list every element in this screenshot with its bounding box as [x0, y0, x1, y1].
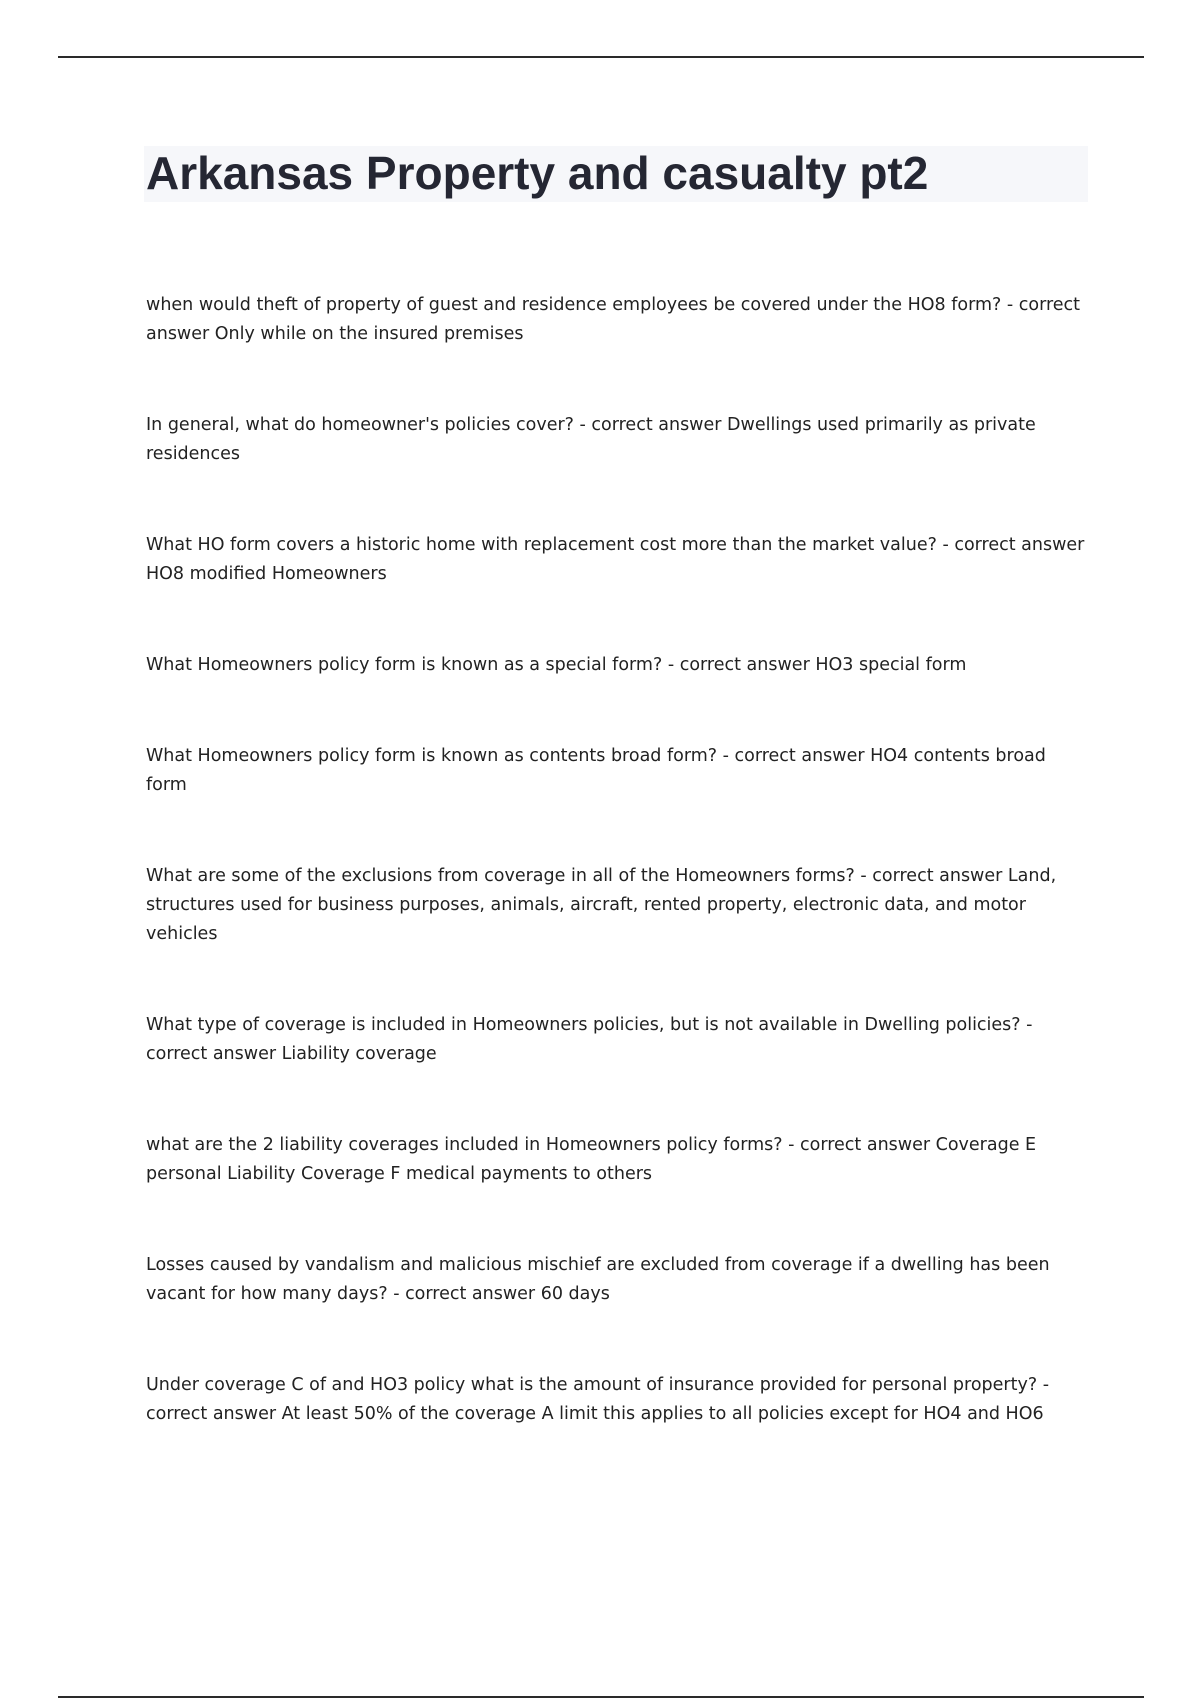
question-text: What Homeowners policy form is known as contents broad form?	[146, 746, 718, 766]
question-text: Losses caused by vandalism and malicious mischief are excluded from coverage if a dwelling has been vacant for how many days?	[146, 1255, 1050, 1304]
qa-item	[146, 411, 1090, 469]
answer-separator: - correct answer	[146, 1375, 1050, 1424]
answer-separator: - correct answer	[717, 746, 871, 766]
answer-separator: - correct answer	[573, 415, 728, 435]
question-text: What type of coverage is included in Homeowners policies, but is not available in Dwelling policies?	[146, 1015, 1021, 1035]
qa-item	[146, 531, 1090, 589]
answer-separator: - correct answer	[146, 295, 1081, 344]
answer-separator: - correct answer	[146, 1015, 1033, 1064]
qa-item	[146, 742, 1090, 800]
answer-text: 60 days	[540, 1284, 610, 1304]
answer-text: Liability coverage	[281, 1044, 437, 1064]
qa-item	[146, 1011, 1090, 1069]
qa-item	[146, 1371, 1090, 1429]
qa-item	[146, 862, 1090, 949]
question-text: What are some of the exclusions from coverage in all of the Homeowners forms?	[146, 866, 855, 886]
answer-separator: - correct answer	[662, 655, 816, 675]
qa-item	[146, 291, 1090, 349]
answer-text: Coverage E personal Liability Coverage F medical payments to others	[146, 1135, 1037, 1184]
answer-separator: - correct answer	[854, 866, 1008, 886]
qa-item	[146, 1251, 1090, 1309]
qa-item	[146, 651, 1090, 680]
answer-text: Only while on the insured premises	[214, 324, 524, 344]
answer-text: At least 50% of the coverage A limit this applies to all policies except for HO4 and HO6	[281, 1404, 1044, 1424]
question-text: What HO form covers a historic home with replacement cost more than the market value?	[146, 535, 937, 555]
question-text: when would theft of property of guest and residence employees be covered under the HO8 form?	[146, 295, 1002, 315]
document-title: Arkansas Property and casualty pt2	[146, 147, 929, 199]
answer-separator: - correct answer	[782, 1135, 936, 1155]
answer-separator: - correct answer	[387, 1284, 541, 1304]
answer-text: HO4 contents broad form	[146, 746, 1046, 795]
answer-separator: - correct answer	[936, 535, 1085, 555]
question-text: In general, what do homeowner's policies cover?	[146, 415, 574, 435]
answer-text: Land, structures used for business purposes, animals, aircraft, rented property, electronic data, and motor vehicles	[146, 866, 1057, 944]
question-text: what are the 2 liability coverages included in Homeowners policy forms?	[146, 1135, 783, 1155]
answer-text: HO8 modified Homeowners	[146, 564, 387, 584]
question-text: What Homeowners policy form is known as a special form?	[146, 655, 663, 675]
question-text: Under coverage C of and HO3 policy what is the amount of insurance provided for personal property?	[146, 1375, 1038, 1395]
answer-text: HO3 special form	[815, 655, 967, 675]
footer-rule	[58, 1696, 1144, 1698]
answer-text: Dwellings used primarily as private residences	[146, 415, 1036, 464]
qa-item	[146, 1131, 1090, 1189]
header-rule	[58, 56, 1144, 58]
